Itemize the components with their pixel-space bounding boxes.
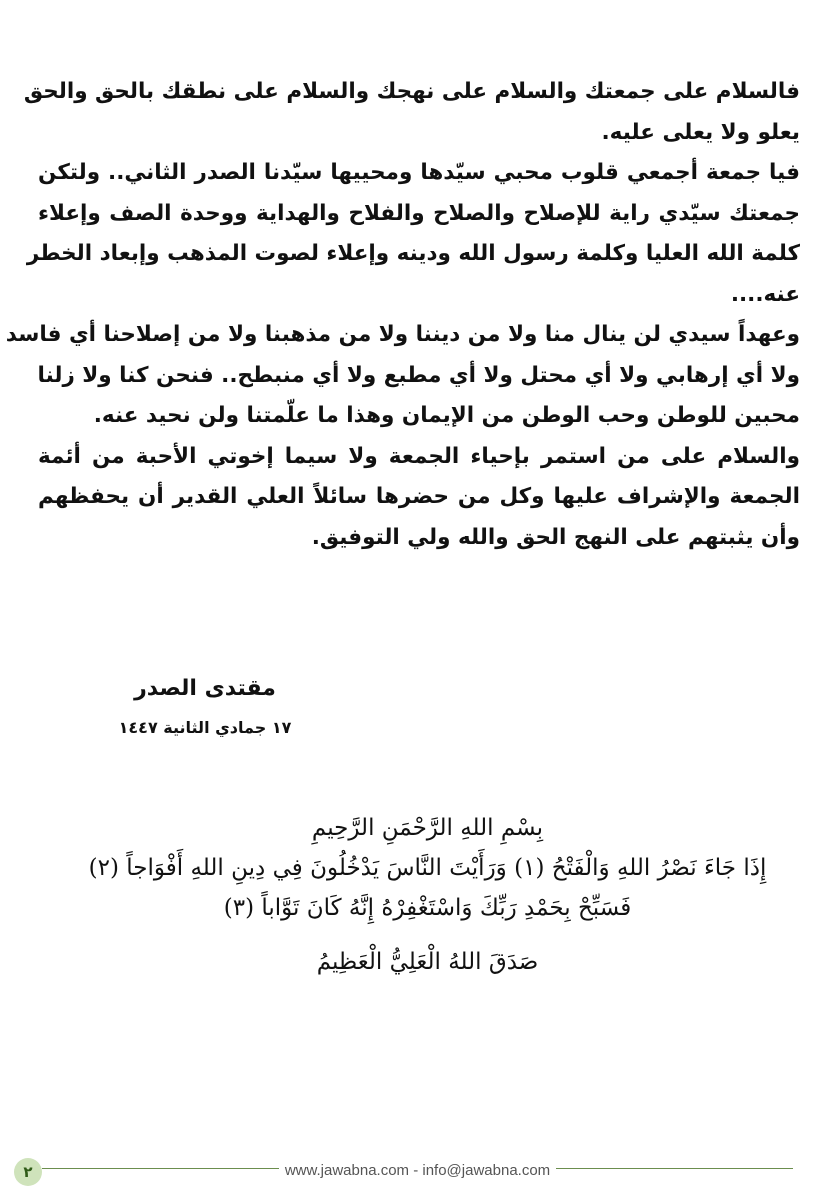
page-number-badge: ٢ (14, 1158, 42, 1186)
body-line-2: يعلو ولا يعلى عليه. (601, 119, 800, 145)
body-line-6: عنه.... (730, 281, 800, 307)
body-line-7: وعهداً سيدي لن ينال منا ولا من ديننا ولا من مذهبنا ولا من إصلاحنا أي فاسد (5, 322, 800, 347)
statement-body (5, 72, 800, 558)
signature-block (110, 672, 300, 742)
quran-verse-1: إِذَا جَاءَ نَصْرُ اللهِ وَالْفَتْحُ (١) وَرَأَيْتَ النَّاسَ يَدْخُلُونَ فِي دِينِ اللهِ أَفْوَاجاً (٢) (88, 855, 767, 881)
body-line-8: ولا أي إرهابي ولا أي محتل ولا أي مطبع ولا أي منبطح.. فنحن كنا ولا زلنا (37, 362, 800, 388)
quran-passage (60, 808, 795, 982)
footer-contact[interactable]: www.jawabna.com - info@jawabna.com (279, 1162, 556, 1179)
signatory-name: مقتدى الصدر (134, 676, 276, 701)
signature-date: ١٧ جمادي الثانية ١٤٤٧ (118, 718, 292, 737)
quran-verse-2: فَسَبِّحْ بِحَمْدِ رَبِّكَ وَاسْتَغْفِرْهُ إِنَّهُ كَانَ تَوَّاباً (٣) (223, 895, 632, 921)
body-line-10: والسلام على من استمر بإحياء الجمعة ولا سيما إخوتي الأحبة من أئمة (38, 443, 800, 469)
page-footer (0, 1158, 835, 1188)
basmala: بِسْمِ اللهِ الرَّحْمَنِ الرَّحِيمِ (311, 815, 544, 841)
body-line-4: جمعتك سيّدي راية للإصلاح والصلاح والفلاح والهداية ووحدة الصف وإعلاء (38, 200, 800, 226)
quran-closing: صَدَقَ اللهُ الْعَلِيُّ الْعَظِيمُ (316, 949, 539, 975)
body-line-1: فالسلام على جمعتك والسلام على نهجك والسلام على نطقك بالحق والحق (23, 79, 800, 104)
body-line-3: فيا جمعة أجمعي قلوب محبي سيّدها ومحييها سيّدنا الصدر الثاني.. ولتكن (38, 160, 800, 185)
body-line-11: الجمعة والإشراف عليها وكل من حضرها سائلاً العلي القدير أن يحفظهم (38, 484, 800, 509)
body-line-9: محبين للوطن وحب الوطن من الإيمان وهذا ما علّمتنا ولن نحيد عنه. (93, 403, 800, 428)
body-line-5: كلمة الله العليا وكلمة رسول الله ودينه وإعلاء لصوت المذهب وإبعاد الخطر (26, 241, 800, 266)
body-line-12: وأن يثبتهم على النهج الحق والله ولي التوفيق. (311, 524, 800, 550)
